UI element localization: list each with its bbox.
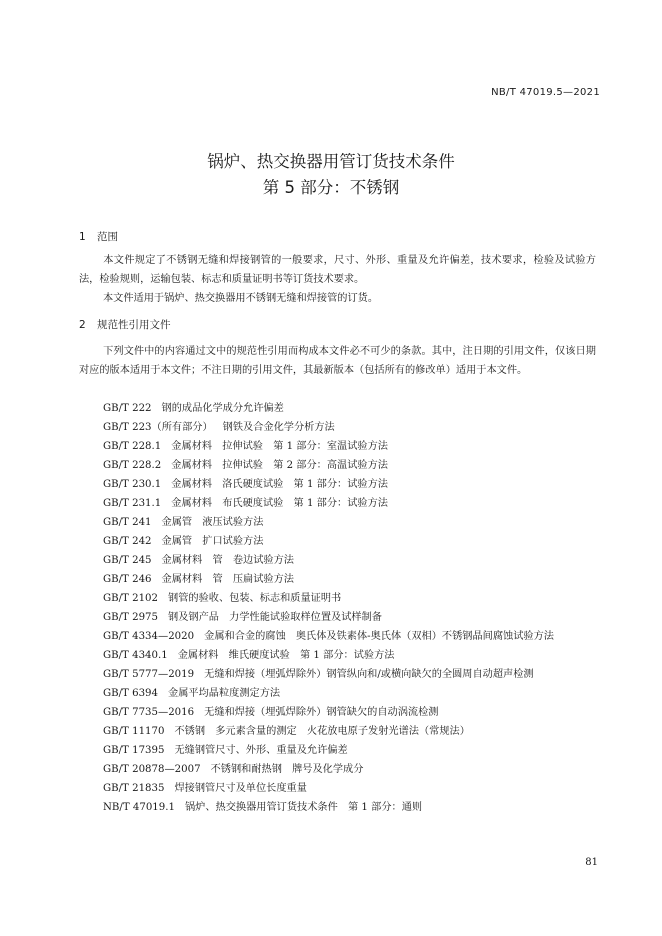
reference-code: GB/T 20878—2007 — [103, 764, 201, 775]
reference-title: 钢铁及合金化学分析方法 — [222, 422, 335, 433]
reference-code: GB/T 228.1 — [103, 441, 162, 452]
reference-item — [79, 589, 599, 608]
reference-code: GB/T 228.2 — [103, 460, 162, 471]
reference-code: GB/T 231.1 — [103, 498, 162, 509]
reference-title: 锅炉、热交换器用管订货技术条件 第 1 部分：通则 — [185, 802, 423, 813]
reference-item — [79, 741, 599, 760]
reference-title: 金属管 扩口试验方法 — [161, 536, 264, 547]
reference-code: GB/T 5777—2019 — [103, 669, 195, 680]
reference-title: 金属材料 维氏硬度试验 第 1 部分：试验方法 — [177, 650, 395, 661]
section-number: 2 — [79, 319, 86, 331]
reference-code: GB/T 245 — [103, 555, 152, 566]
reference-item — [79, 798, 599, 817]
reference-title: 钢的成品化学成分允许偏差 — [161, 403, 284, 414]
section-1-paragraph-2 — [79, 289, 596, 308]
standard-code: NB/T 47019.5—2021 — [491, 87, 600, 98]
reference-title: 钢及钢产品 力学性能试验取样位置及试样制备 — [168, 612, 382, 623]
page-number: 81 — [585, 857, 598, 868]
reference-code: GB/T 242 — [103, 536, 152, 547]
reference-title: 金属材料 拉伸试验 第 2 部分：高温试验方法 — [171, 460, 388, 471]
reference-code: GB/T 6394 — [103, 688, 159, 699]
document-subtitle: 第 5 部分：不锈钢 — [262, 178, 400, 197]
reference-list — [79, 399, 599, 817]
reference-item — [79, 684, 599, 703]
reference-title: 焊接钢管尺寸及单位长度重量 — [174, 783, 307, 794]
section-1-heading — [79, 229, 118, 244]
reference-item — [79, 627, 599, 646]
section-1-paragraph-1 — [79, 251, 596, 289]
reference-title: 金属材料 布氏硬度试验 第 1 部分：试验方法 — [171, 498, 388, 509]
reference-item — [79, 722, 599, 741]
reference-item — [79, 456, 599, 475]
document-title: 锅炉、热交换器用管订货技术条件 — [207, 152, 455, 171]
reference-item — [79, 608, 599, 627]
section-title: 范围 — [97, 231, 118, 243]
reference-item — [79, 418, 599, 437]
reference-item — [79, 551, 599, 570]
reference-title: 金属材料 拉伸试验 第 1 部分：室温试验方法 — [171, 441, 388, 452]
section-2-heading — [79, 317, 171, 332]
reference-code: GB/T 17395 — [103, 745, 165, 756]
reference-title: 金属平均晶粒度测定方法 — [168, 688, 281, 699]
reference-code: GB/T 11170 — [103, 726, 165, 737]
reference-code: GB/T 223（所有部分） — [103, 422, 213, 433]
reference-title: 无缝和焊接（埋弧焊除外）钢管纵向和/或横向缺欠的全圆周自动超声检测 — [204, 669, 534, 680]
reference-title: 金属材料 管 压扁试验方法 — [161, 574, 294, 585]
reference-code: GB/T 222 — [103, 403, 152, 414]
section-title: 规范性引用文件 — [97, 319, 171, 331]
reference-title: 无缝钢管尺寸、外形、重量及允许偏差 — [174, 745, 348, 756]
reference-code: GB/T 230.1 — [103, 479, 162, 490]
paragraph-text: 本文件规定了不锈钢无缝和焊接钢管的一般要求，尺寸、外形、重量及允许偏差，技术要求，检验及试验方法，检验规则，运输包装、标志和质量证明书等订货技术要求。 — [79, 255, 596, 285]
reference-item — [79, 475, 599, 494]
reference-code: GB/T 2975 — [103, 612, 159, 623]
reference-code: NB/T 47019.1 — [103, 802, 175, 813]
section-2-intro — [79, 342, 596, 380]
reference-code: GB/T 21835 — [103, 783, 165, 794]
reference-title: 不锈钢和耐热钢 牌号及化学成分 — [210, 764, 364, 775]
reference-title: 无缝和焊接（埋弧焊除外）钢管缺欠的自动涡流检测 — [204, 707, 439, 718]
reference-item — [79, 513, 599, 532]
reference-item — [79, 665, 599, 684]
reference-code: GB/T 4334—2020 — [103, 631, 195, 642]
reference-item — [79, 532, 599, 551]
reference-code: GB/T 246 — [103, 574, 152, 585]
paragraph-text: 下列文件中的内容通过文中的规范性引用而构成本文件必不可少的条款。其中，注日期的引用文件，仅该日期对应的版本适用于本文件；不注日期的引用文件，其最新版本（包括所有的修改单）适用于本文件。 — [79, 346, 596, 376]
reference-item — [79, 437, 599, 456]
reference-item — [79, 760, 599, 779]
reference-code: GB/T 2102 — [103, 593, 159, 604]
reference-item — [79, 646, 599, 665]
reference-code: GB/T 241 — [103, 517, 152, 528]
reference-item — [79, 399, 599, 418]
reference-title: 金属和合金的腐蚀 奥氏体及铁素体-奥氏体（双相）不锈钢晶间腐蚀试验方法 — [204, 631, 554, 642]
reference-title: 金属材料 管 卷边试验方法 — [161, 555, 294, 566]
reference-item — [79, 779, 599, 798]
reference-item — [79, 703, 599, 722]
paragraph-text: 本文件适用于锅炉、热交换器用不锈钢无缝和焊接管的订货。 — [103, 293, 379, 304]
reference-title: 钢管的验收、包装、标志和质量证明书 — [168, 593, 342, 604]
reference-title: 不锈钢 多元素含量的测定 火花放电原子发射光谱法（常规法） — [174, 726, 470, 737]
reference-title: 金属材料 洛氏硬度试验 第 1 部分：试验方法 — [171, 479, 388, 490]
reference-code: GB/T 7735—2016 — [103, 707, 195, 718]
reference-code: GB/T 4340.1 — [103, 650, 168, 661]
section-number: 1 — [79, 231, 86, 243]
reference-item — [79, 570, 599, 589]
reference-title: 金属管 液压试验方法 — [161, 517, 264, 528]
reference-item — [79, 494, 599, 513]
